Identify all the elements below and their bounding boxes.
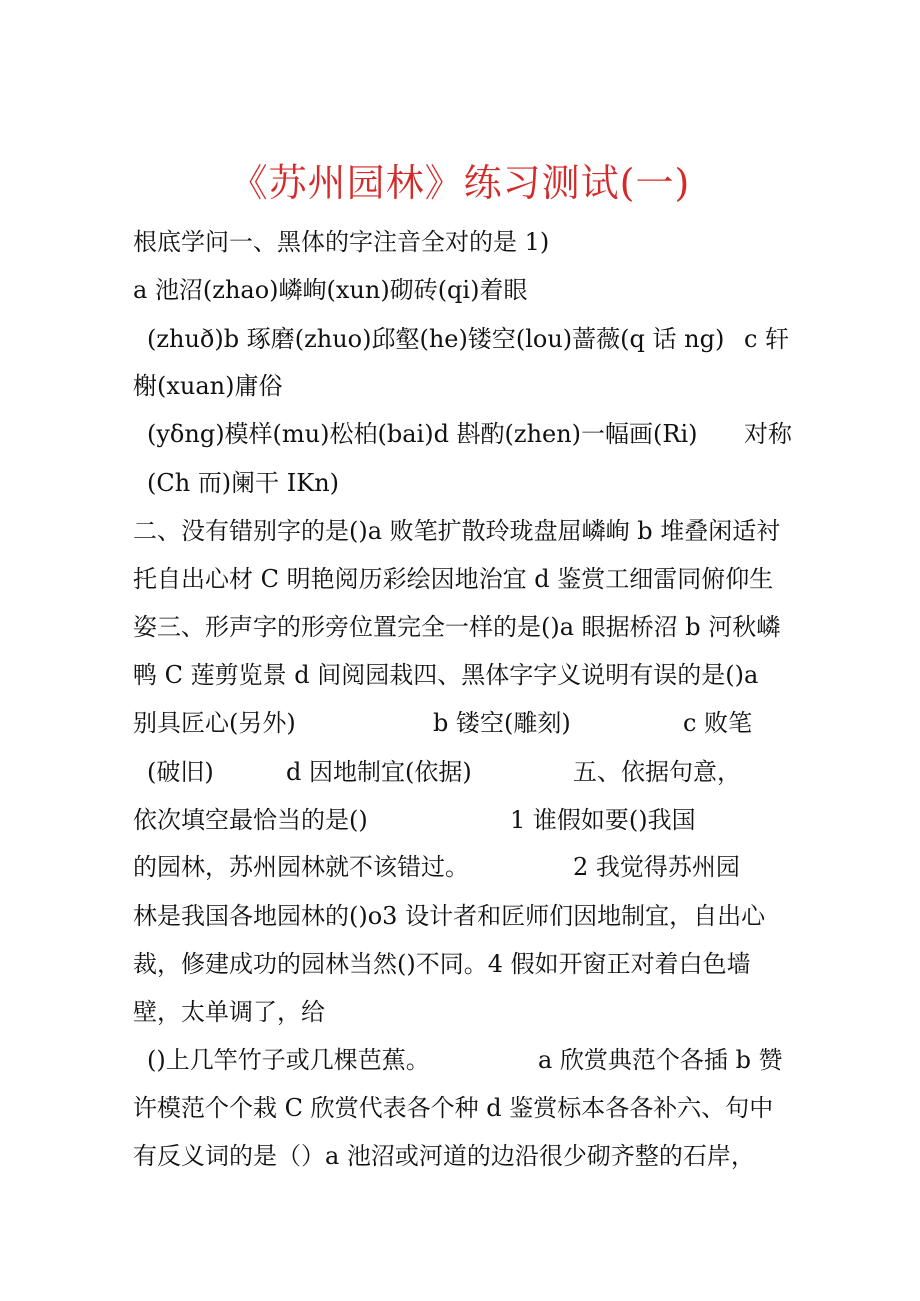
document-title: 《苏州园林》练习测试(一) [229, 161, 691, 205]
text-line: 二、没有错别字的是()a 败笔扩散玲珑盘屈嶙峋 b 堆叠闲适衬 [133, 517, 781, 545]
text-line: 榭(xuan)庸俗 [133, 372, 283, 400]
text-line: 许模范个个栽 C 欣赏代表各个种 d 鉴赏标本各各补六、句中 [133, 1094, 774, 1122]
text-line: c 轩 [744, 325, 790, 353]
text-line: 依次填空最恰当的是() [133, 806, 368, 834]
text-line: (破旧) [147, 758, 214, 786]
text-line: b 镂空(雕刻) [433, 709, 571, 737]
text-line: 2 我觉得苏州园 [573, 853, 740, 881]
text-line: (yδng)模样(mu)松柏(bai)d 斟酌(zhen)一幅画(Ri) [147, 420, 698, 448]
text-line: 五、依据句意， [573, 758, 741, 786]
text-line: 对称 [744, 420, 792, 448]
text-line: 有反义词的是（）a 池沼或河道的边沿很少砌齐整的石岸， [133, 1142, 755, 1170]
text-line: d 因地制宜(依据) [286, 758, 472, 786]
text-line: 姿三、形声字的形旁位置完全一样的是()a 眼据桥沼 b 河秋嶙 [133, 613, 781, 641]
text-line: 壁，太单调了，给 [133, 998, 325, 1026]
text-line: 1 谁假如要()我国 [510, 806, 696, 834]
text-line: (Ch 而)阑干 IKn) [147, 469, 340, 497]
text-line: 的园林，苏州园林就不该错过。 [133, 853, 469, 881]
text-line: 鸭 C 莲剪览景 d 间阅园栽四、黑体字字义说明有误的是()a [133, 661, 759, 689]
text-line: 林是我国各地园林的()o3 设计者和匠师们因地制宜，自出心 [133, 902, 766, 930]
text-line: a 欣赏典范个各插 b 赞 [538, 1046, 783, 1074]
text-line: a 池沼(zhao)嶙峋(xun)砌砖(qi)着眼 [133, 276, 528, 304]
text-line: 别具匠心(另外) [133, 709, 296, 737]
text-line: 托自出心材 C 明艳阅历彩绘因地治宜 d 鉴赏工细雷同俯仰生 [133, 565, 774, 593]
text-line: c 败笔 [683, 709, 753, 737]
text-line: ()上几竿竹子或几棵芭蕉。 [147, 1046, 430, 1074]
text-line: 裁，修建成功的园林当然()不同。4 假如开窗正对着白色墙 [133, 950, 751, 978]
text-line: 根底学问一、黑体的字注音全对的是 1) [133, 228, 550, 256]
text-line: (zhuð)b 琢磨(zhuo)邱壑(he)镂空(lou)蔷薇(q 话 ng) [147, 325, 725, 353]
